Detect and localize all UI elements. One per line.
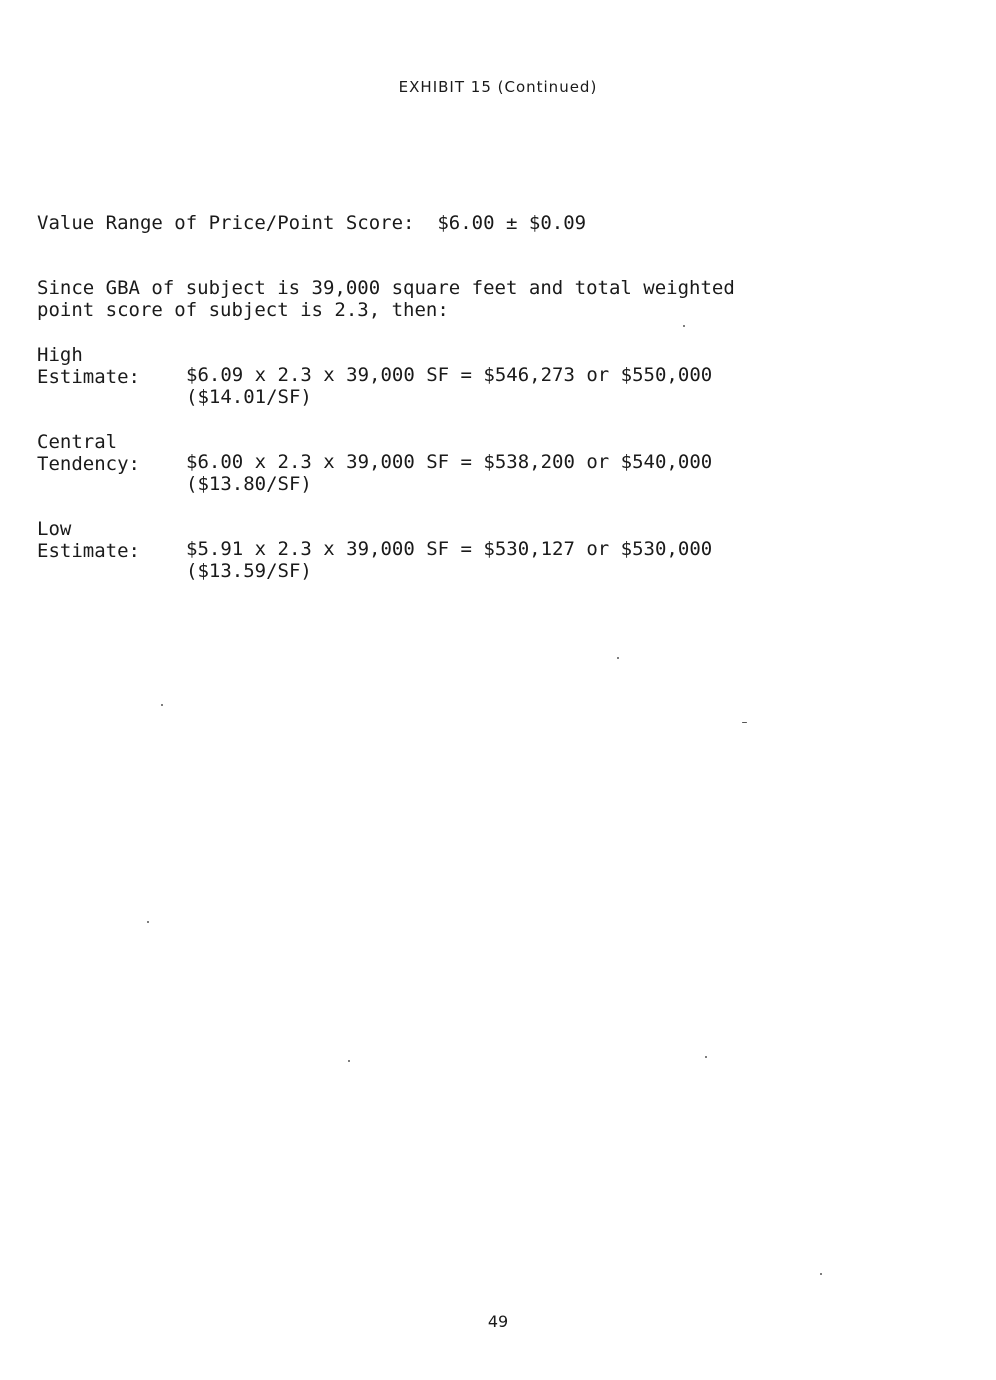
scan-speck: [820, 1273, 822, 1275]
central-label-line-2: Tendency:: [37, 453, 140, 475]
low-label-line-1: Low: [37, 518, 72, 540]
low-calculation: $5.91 x 2.3 x 39,000 SF = $530,127 or $530,000: [186, 538, 713, 560]
scan-speck: [617, 657, 619, 659]
central-label-line-1: Central: [37, 431, 118, 453]
high-label-line-1: High: [37, 344, 83, 366]
scan-speck: [348, 1060, 350, 1062]
scan-speck: [705, 1056, 707, 1058]
high-calculation: $6.09 x 2.3 x 39,000 SF = $546,273 or $550,000: [186, 364, 713, 386]
page-number: 49: [487, 1312, 509, 1331]
high-per-sf: ($14.01/SF): [186, 386, 312, 408]
central-calculation: $6.00 x 2.3 x 39,000 SF = $538,200 or $540,000: [186, 451, 713, 473]
scan-speck: [147, 921, 149, 923]
low-label-line-2: Estimate:: [37, 540, 140, 562]
high-label-line-2: Estimate:: [37, 366, 140, 388]
scan-speck: [161, 704, 163, 706]
exhibit-header: EXHIBIT 15 (Continued): [398, 78, 598, 96]
low-per-sf: ($13.59/SF): [186, 560, 312, 582]
scan-speck: [742, 722, 747, 723]
central-per-sf: ($13.80/SF): [186, 473, 312, 495]
value-range-line: Value Range of Price/Point Score: $6.00 ± $0.09: [37, 212, 587, 234]
intro-line-1: Since GBA of subject is 39,000 square feet and total weighted: [37, 277, 735, 299]
scan-speck: [683, 325, 685, 327]
intro-line-2: point score of subject is 2.3, then:: [37, 299, 449, 321]
